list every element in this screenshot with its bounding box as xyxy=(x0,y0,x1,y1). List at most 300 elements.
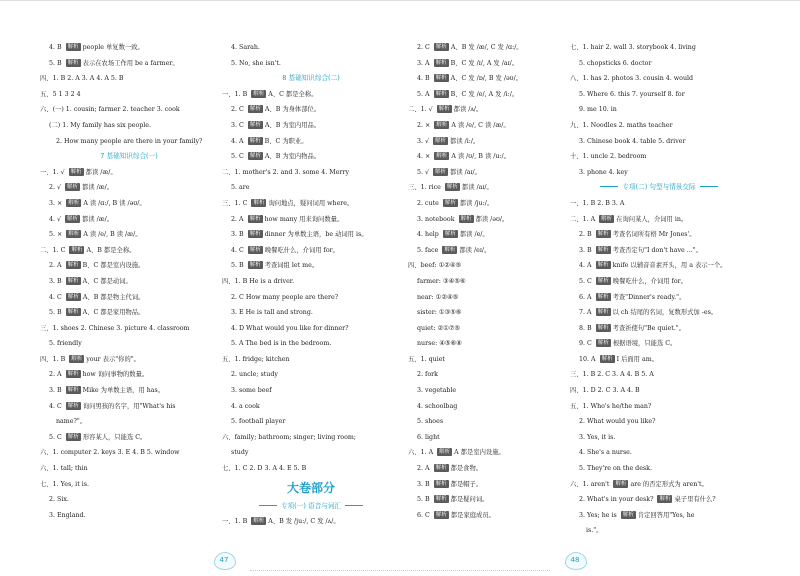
answer-line xyxy=(570,414,748,430)
analysis-tag: 解析 xyxy=(67,59,79,66)
answer-line xyxy=(408,149,586,165)
analysis-tag: 解析 xyxy=(439,449,451,456)
analysis-text: 考查名词所有格 Mr Jones'。 xyxy=(612,231,696,239)
analysis-tag: 解析 xyxy=(435,75,447,82)
analysis-text: I 后面用 am。 xyxy=(616,355,658,363)
analysis-tag: 解析 xyxy=(436,153,448,160)
analysis-text: 都是疑问词。 xyxy=(450,496,489,504)
analysis-text: A、C 都是家用物品。 xyxy=(82,309,145,317)
answer-text: 三、1. B 2. C 3. A 4. B 5. A xyxy=(570,371,654,379)
answer-text: 2. What would you like? xyxy=(579,418,656,426)
answer-line xyxy=(40,383,218,399)
analysis-tag: 解析 xyxy=(460,215,472,222)
answer-text: 2. A xyxy=(49,371,64,379)
section-heading: 专项(二) 句型与情景交际 xyxy=(570,180,748,196)
answer-text: 3. B xyxy=(417,480,432,488)
answer-line xyxy=(40,336,218,352)
analysis-tag: 解析 xyxy=(597,293,609,300)
answer-text: 四、1. B 2. A 3. A 4. A 5. B xyxy=(40,75,124,83)
analysis-text: how 询问事物的数量。 xyxy=(82,371,149,379)
answer-line xyxy=(570,305,748,321)
analysis-text: 询问男孩的名字，用"What's his xyxy=(82,402,176,410)
analysis-tag: 解析 xyxy=(435,465,447,472)
answer-text: 5. football player xyxy=(231,418,286,426)
analysis-tag: 解析 xyxy=(659,496,671,503)
answer-line xyxy=(570,523,748,539)
analysis-tag: 解析 xyxy=(67,402,79,409)
answer-text: 5. A The bed is in the bedroom. xyxy=(231,340,332,348)
answer-text: 3. A xyxy=(417,59,432,67)
answer-line xyxy=(408,321,586,337)
analysis-text: 都读 /eɪ/。 xyxy=(459,246,491,254)
answer-text: 二、1. mother's 2. and 3. some 4. Merry xyxy=(222,168,349,176)
analysis-tag: 解析 xyxy=(435,44,447,50)
answer-line xyxy=(570,445,748,461)
answer-line xyxy=(40,445,218,461)
analysis-text: 都读 /i:/。 xyxy=(450,137,480,145)
answer-text: 4. She's a nurse. xyxy=(579,449,632,457)
answer-line xyxy=(408,118,586,134)
analysis-tag: 解析 xyxy=(67,215,79,222)
answer-text: nurse: ④⑤⑥⑧ xyxy=(417,340,462,348)
answer-line xyxy=(40,102,218,118)
analysis-text: A、B 为室内物品。 xyxy=(264,153,321,161)
answer-text: 二、1. A xyxy=(570,215,598,223)
analysis-tag: 解析 xyxy=(67,44,79,50)
analysis-tag: 解析 xyxy=(435,496,447,503)
analysis-tag: 解析 xyxy=(249,106,261,113)
answer-line xyxy=(570,477,748,493)
analysis-text: are 的否定形式为 aren't。 xyxy=(630,480,708,488)
answer-line xyxy=(408,243,586,259)
answer-text: quiet: ②①⑦⑤ xyxy=(417,324,461,332)
answer-line xyxy=(570,196,748,212)
answer-line xyxy=(570,274,748,290)
answer-line xyxy=(570,212,748,228)
analysis-tag: 解析 xyxy=(436,121,448,128)
analysis-text: 都是食物。 xyxy=(450,465,483,473)
analysis-text: A、C 都是全称。 xyxy=(268,90,318,98)
answer-text: 6. light xyxy=(417,433,440,441)
answer-line xyxy=(408,71,586,87)
answer-line xyxy=(40,87,218,103)
answer-line xyxy=(40,352,218,368)
answer-line xyxy=(570,367,748,383)
answer-line xyxy=(570,165,748,181)
analysis-text: A、B 发 /ju:/, C 发 /ʌ/。 xyxy=(268,518,340,526)
answer-line xyxy=(40,212,218,228)
analysis-tag: 解析 xyxy=(597,262,609,269)
answer-line xyxy=(222,367,400,383)
answer-line xyxy=(408,352,586,368)
analysis-text: 都读 /e/。 xyxy=(459,231,489,239)
answer-line xyxy=(408,383,586,399)
answer-text: 4. √ xyxy=(49,215,64,223)
answer-line xyxy=(40,305,218,321)
answer-line xyxy=(570,383,748,399)
analysis-tag: 解析 xyxy=(446,184,458,191)
column-2 xyxy=(222,40,400,530)
answer-text: 3. B xyxy=(49,387,64,395)
answer-text: 3. B xyxy=(231,231,246,239)
answer-line xyxy=(408,414,586,430)
answer-line xyxy=(40,274,218,290)
answer-text: 5. C xyxy=(231,153,246,161)
answer-line xyxy=(408,227,586,243)
answer-text: 6. C xyxy=(417,511,432,519)
analysis-tag: 解析 xyxy=(249,215,261,222)
analysis-tag: 解析 xyxy=(67,277,79,284)
answer-line xyxy=(408,165,586,181)
answer-text: 3. E He is tall and strong. xyxy=(231,309,313,317)
analysis-tag: 解析 xyxy=(68,199,80,206)
answer-text: 2. fork xyxy=(417,371,438,379)
analysis-text: how many 用来询问数量。 xyxy=(264,215,344,223)
analysis-text: 都读 /ʌ/。 xyxy=(453,106,483,114)
analysis-text: 都读 /æ/。 xyxy=(82,215,114,223)
answer-text: 2. √ xyxy=(49,184,64,192)
analysis-text: Mike 为单数主语，用 has。 xyxy=(82,387,165,395)
answer-text: 八、1. has 2. photos 3. cousin 4. would xyxy=(570,75,694,83)
answer-line xyxy=(570,40,748,56)
answer-text: 4. D What would you like for dinner? xyxy=(231,324,349,332)
answer-text: 5. × xyxy=(49,231,65,239)
analysis-tag: 解析 xyxy=(435,90,447,97)
answer-text: 一、1. B xyxy=(222,90,250,98)
answer-text: study xyxy=(231,449,249,457)
analysis-tag: 解析 xyxy=(435,168,447,175)
analysis-text: A 读 /e/, B 读 /æ/。 xyxy=(83,231,142,239)
analysis-tag: 解析 xyxy=(601,355,613,362)
answer-text: name?"。 xyxy=(56,418,87,426)
answer-text: 5. B xyxy=(231,262,246,270)
answer-text: 2. B xyxy=(579,231,594,239)
answer-text: 七、1. C 2. D 3. A 4. E 5. B xyxy=(222,465,307,473)
answer-line xyxy=(222,274,400,290)
answer-text: 5. They're on the desk. xyxy=(579,465,652,473)
answer-line xyxy=(40,118,218,134)
analysis-text: A 都是室内设施。 xyxy=(454,449,505,457)
analysis-tag: 解析 xyxy=(597,340,609,347)
answer-line xyxy=(40,40,218,56)
section-heading: 大卷部分 xyxy=(286,480,335,495)
analysis-tag: 解析 xyxy=(67,293,79,300)
answer-line xyxy=(408,336,586,352)
analysis-text: 桌子里有什么? xyxy=(674,496,716,504)
analysis-tag: 解析 xyxy=(597,231,609,238)
answer-line xyxy=(40,508,218,524)
answer-line xyxy=(222,352,400,368)
answer-line xyxy=(408,492,586,508)
answer-text: 2. A xyxy=(417,465,432,473)
answer-line xyxy=(40,134,218,150)
answer-text: 七、1. Yes, it is. xyxy=(40,480,89,488)
answer-line xyxy=(222,102,400,118)
answer-line xyxy=(408,56,586,72)
answer-line xyxy=(40,165,218,181)
answer-text: 二、1. √ xyxy=(408,106,435,114)
analysis-text: 考查否定句"I don't have ..."。 xyxy=(612,246,702,254)
analysis-text: A 读 /ʊ/, B 读 /u:/。 xyxy=(451,153,510,161)
analysis-text: 考查"Dinner's ready."。 xyxy=(612,293,686,301)
answer-text: 9. C xyxy=(579,340,594,348)
answer-line xyxy=(570,508,748,524)
answer-line xyxy=(222,461,400,477)
answer-text: 3. √ xyxy=(417,137,432,145)
answer-text: 3. some beef xyxy=(231,387,272,395)
answer-text: 5. A xyxy=(417,90,432,98)
answer-text: 2. Six. xyxy=(49,496,69,504)
answer-text: 4. B xyxy=(49,44,64,51)
answer-line xyxy=(570,258,748,274)
answer-text: 五、1. quiet xyxy=(408,355,445,363)
analysis-tag: 解析 xyxy=(249,121,261,128)
answer-line xyxy=(222,40,400,56)
answer-text: sister: ①③⑤⑥ xyxy=(417,309,462,317)
answer-text: 六、family; bathroom; singer; living room; xyxy=(222,433,356,441)
answer-line xyxy=(570,71,748,87)
answer-line xyxy=(222,180,400,196)
answer-text: 一、1. B xyxy=(222,518,250,526)
answer-line xyxy=(570,492,748,508)
analysis-text: 根据语境，只能选 C。 xyxy=(612,340,677,348)
analysis-text: A、B 都是全称。 xyxy=(86,246,136,254)
answer-line xyxy=(40,414,218,430)
answer-line xyxy=(408,87,586,103)
answer-line xyxy=(408,399,586,415)
answer-text: 5. C xyxy=(49,433,64,441)
analysis-tag: 解析 xyxy=(253,199,265,206)
answer-text: 3. notebook xyxy=(417,215,457,223)
analysis-tag: 解析 xyxy=(253,518,265,525)
analysis-text: A、C 发 /ɒ/, B 发 /əʊ/。 xyxy=(450,75,522,83)
analysis-tag: 解析 xyxy=(435,480,447,487)
answer-line xyxy=(408,40,586,56)
section-heading: 专项(一) 语音与词汇 xyxy=(222,499,400,515)
analysis-text: A、B 为身体部位。 xyxy=(264,106,321,114)
answer-text: farmer: ③④⑤⑥ xyxy=(417,277,466,285)
answer-text: (二) 1. My family has six people. xyxy=(49,121,152,129)
answer-text: is."。 xyxy=(586,527,603,535)
answer-line xyxy=(222,290,400,306)
answer-line xyxy=(570,149,748,165)
answer-line xyxy=(40,290,218,306)
analysis-text: 都读 /æ/。 xyxy=(82,184,114,192)
analysis-tag: 解析 xyxy=(70,168,82,175)
answer-line xyxy=(40,399,218,415)
answer-text: 六、1. A xyxy=(408,449,436,457)
analysis-text: 形容某人，只能选 C。 xyxy=(82,433,147,441)
answer-line xyxy=(408,258,586,274)
answer-text: 五、1. Who's he/the man? xyxy=(570,402,652,410)
bottom-rule xyxy=(250,570,550,574)
analysis-tag: 解析 xyxy=(444,231,456,238)
answer-line xyxy=(408,477,586,493)
answer-line xyxy=(40,71,218,87)
analysis-text: 都读 /aɪ/。 xyxy=(461,184,493,192)
answer-line xyxy=(408,274,586,290)
answer-text: 六、1. aren't xyxy=(570,480,612,488)
page-right xyxy=(400,0,800,576)
analysis-tag: 解析 xyxy=(249,153,261,160)
answer-line xyxy=(222,445,400,461)
answer-text: 5. face xyxy=(417,246,441,254)
answer-line xyxy=(222,149,400,165)
answer-text: 3. C xyxy=(231,121,246,129)
analysis-text: 肯定回答用"Yes, he xyxy=(637,511,695,519)
analysis-text: B、C 发 /ɪ/, A 发 /aɪ/。 xyxy=(450,59,519,67)
answer-line xyxy=(570,336,748,352)
answer-text: 4. B xyxy=(417,75,432,83)
answer-text: 4. × xyxy=(417,153,433,161)
answer-line xyxy=(570,399,748,415)
answer-line xyxy=(408,212,586,228)
answer-text: 七、1. hair 2. wall 3. storybook 4. living xyxy=(570,44,696,51)
analysis-tag: 解析 xyxy=(67,387,79,394)
answer-line xyxy=(222,196,400,212)
analysis-tag: 解析 xyxy=(249,231,261,238)
answer-text: 2. A xyxy=(49,262,64,270)
answer-text: 六、1. tall; thin xyxy=(40,465,88,473)
answer-text: 三、1. C xyxy=(222,199,250,207)
page-number-right: 48 xyxy=(562,550,588,570)
answer-text: 4. A xyxy=(579,262,594,270)
analysis-tag: 解析 xyxy=(444,246,456,253)
answer-text: 一、1. B 2. B 3. A xyxy=(570,199,625,207)
answer-line xyxy=(222,399,400,415)
answer-line xyxy=(222,243,400,259)
analysis-text: 以 ch 结尾的名词，复数形式加 -es。 xyxy=(612,309,718,317)
page-number-left: 47 xyxy=(211,550,237,570)
analysis-text: 都读 /ju:/。 xyxy=(459,199,494,207)
section-heading: 7 基础知识综合(一) xyxy=(100,152,158,161)
answer-text: 3. Yes; he is xyxy=(579,511,619,519)
answer-text: 10. A xyxy=(579,355,598,363)
answer-text: 三、1. rice xyxy=(408,184,443,192)
answer-line xyxy=(570,118,748,134)
analysis-text: knife 以辅音音素开头，用 a 表示一个。 xyxy=(612,262,727,270)
answer-text: 2. How many people are there in your family? xyxy=(56,137,203,145)
analysis-tag: 解析 xyxy=(435,59,447,66)
answer-text: 3. × xyxy=(49,199,65,207)
answer-text: 四、1. B He is a driver. xyxy=(222,277,295,285)
answer-line xyxy=(570,352,748,368)
analysis-tag: 解析 xyxy=(622,511,634,518)
answer-text: 2. cute xyxy=(417,199,441,207)
analysis-text: A 读 /ɑ:/, B 读 /əʊ/。 xyxy=(83,199,146,207)
analysis-text: A、B 都是物主代词。 xyxy=(82,293,145,301)
analysis-text: people 单复数一致。 xyxy=(82,44,144,51)
analysis-tag: 解析 xyxy=(68,231,80,238)
answer-text: 5. shoes xyxy=(417,418,444,426)
answer-line xyxy=(408,102,586,118)
analysis-text: B、C 都是室内设施。 xyxy=(82,262,145,270)
analysis-text: 晚餐吃什么，介词用 for。 xyxy=(264,246,339,254)
answer-text: 六、1. computer 2. keys 3. E 4. B 5. window xyxy=(40,449,180,457)
answer-text: 二、1. C xyxy=(40,246,68,254)
answer-line xyxy=(40,367,218,383)
answer-text: 六、(一) 1. cousin; farmer 2. teacher 3. cook xyxy=(40,106,180,114)
answer-line xyxy=(570,134,748,150)
answer-line xyxy=(40,56,218,72)
analysis-text: 都读 /aɪ/。 xyxy=(450,168,481,176)
answer-text: 四、1. D 2. C 3. A 4. B xyxy=(570,387,640,395)
column-4 xyxy=(570,40,748,539)
answer-line xyxy=(222,430,400,446)
answer-line xyxy=(570,227,748,243)
answer-text: 5. √ xyxy=(417,168,432,176)
answer-text: 8. B xyxy=(579,324,594,332)
analysis-text: 都是家庭成员。 xyxy=(450,511,495,519)
answer-line xyxy=(570,56,748,72)
analysis-text: B、C 为职业。 xyxy=(264,137,308,145)
analysis-tag: 解析 xyxy=(249,137,261,144)
answer-text: 三、1. shoes 2. Chinese 3. picture 4. classroom xyxy=(40,324,190,332)
answer-line xyxy=(222,514,400,530)
answer-line xyxy=(570,321,748,337)
answer-line xyxy=(408,367,586,383)
answer-text: 6. A xyxy=(579,293,594,301)
answer-line xyxy=(40,321,218,337)
answer-line xyxy=(408,196,586,212)
analysis-tag: 解析 xyxy=(444,199,456,206)
answer-line xyxy=(222,305,400,321)
answer-text: 四、beef: ①②④⑤ xyxy=(408,262,462,270)
analysis-tag: 解析 xyxy=(67,309,79,316)
answer-text: 9. me 10. in xyxy=(579,106,617,114)
answer-text: 3. vegetable xyxy=(417,387,457,395)
answer-line xyxy=(408,290,586,306)
answer-text: 4. a cook xyxy=(231,402,260,410)
answer-text: 2. C xyxy=(231,106,246,114)
analysis-tag: 解析 xyxy=(67,262,79,269)
answer-text: 3. Chinese book 4. table 5. driver xyxy=(579,137,686,145)
answer-line xyxy=(408,508,586,524)
answer-line xyxy=(40,243,218,259)
answer-text: 5. No, she isn't. xyxy=(231,59,281,67)
answer-line xyxy=(40,430,218,446)
answer-text: 四、1. B xyxy=(40,355,68,363)
analysis-text: 晚餐吃什么，介词用 for。 xyxy=(612,277,687,285)
answer-text: 4. Sarah. xyxy=(231,44,260,51)
analysis-text: A、C 都是动词。 xyxy=(82,277,132,285)
analysis-text: A 读 /e/, C 读 /æ/。 xyxy=(451,121,510,129)
answer-line xyxy=(408,180,586,196)
answer-line xyxy=(222,383,400,399)
analysis-tag: 解析 xyxy=(597,324,609,331)
analysis-tag: 解析 xyxy=(253,90,265,97)
answer-text: 五、5 1 3 2 4 xyxy=(40,90,81,98)
answer-text: 2. C How many people are there? xyxy=(231,293,339,301)
answer-text: 2. A xyxy=(231,215,246,223)
analysis-text: A、B 发 /æ/, C 发 /ɑ:/。 xyxy=(450,44,523,51)
answer-text: 5. B xyxy=(49,309,64,317)
answer-text: 5. C xyxy=(579,277,594,285)
answer-text: 2. uncle; study xyxy=(231,371,278,379)
analysis-tag: 解析 xyxy=(71,246,83,253)
answer-text: 3. England. xyxy=(49,511,86,519)
answer-text: 一、1. √ xyxy=(40,168,67,176)
analysis-tag: 解析 xyxy=(601,215,613,222)
analysis-text: 考查祈使句"Be quiet."。 xyxy=(612,324,685,332)
answer-line xyxy=(222,165,400,181)
answer-text: 2. C xyxy=(417,44,432,51)
answer-line xyxy=(408,305,586,321)
answer-text: 7. A xyxy=(579,309,594,317)
answer-text: 2. × xyxy=(417,121,433,129)
analysis-text: 在询问某人，介词用 in。 xyxy=(616,215,688,223)
answer-text: 5. are xyxy=(231,184,250,192)
